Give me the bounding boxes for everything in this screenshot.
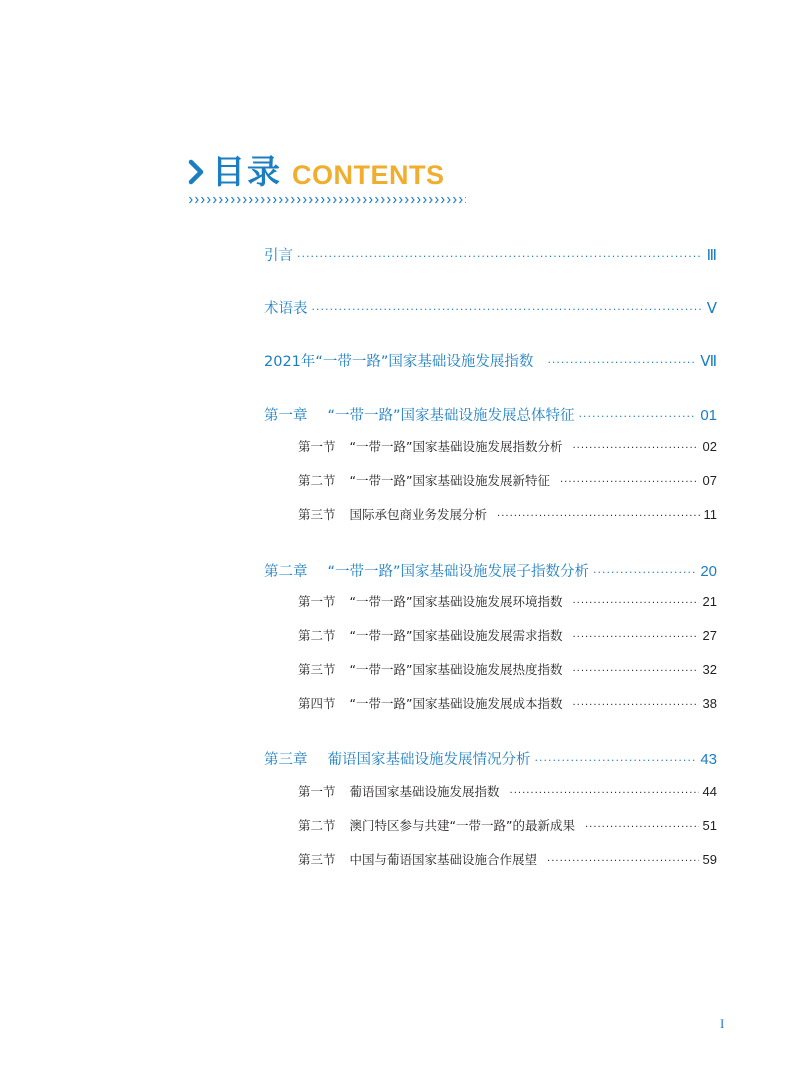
section-label: 第四节 <box>298 696 336 711</box>
section-title: 澳门特区参与共建“一带一路”的最新成果 <box>349 818 575 833</box>
chapter-title: 葡语国家基础设施发展情况分析 <box>327 752 531 768</box>
toc-entry-title: 引言 <box>264 248 293 264</box>
section-label: 第二节 <box>298 628 336 643</box>
section-page: 59 <box>702 852 717 867</box>
dot-leader <box>579 410 697 423</box>
toc-chapter-1[interactable] <box>264 404 717 425</box>
toc-entry-page: Ⅲ <box>706 247 717 264</box>
dot-leader <box>547 856 699 867</box>
section-page: 07 <box>702 473 717 488</box>
dot-leader <box>572 443 698 454</box>
chapter-title: “一带一路”国家基础设施发展子指数分析 <box>327 564 590 580</box>
dot-leader <box>572 700 698 711</box>
section-page: 11 <box>703 507 717 522</box>
section-label: 第一节 <box>298 784 336 799</box>
section-page: 44 <box>702 784 717 799</box>
dot-leader <box>312 303 703 316</box>
section-title: 葡语国家基础设施发展指数 <box>349 784 500 799</box>
toc-section[interactable] <box>298 437 717 455</box>
toc-entry-page: Ⅴ <box>706 300 717 317</box>
dot-leader <box>297 250 703 263</box>
toc-section[interactable] <box>298 660 717 678</box>
toc-section[interactable] <box>298 850 717 868</box>
dot-leader <box>497 511 699 522</box>
chevron-right-icon <box>188 159 204 185</box>
toc-section[interactable] <box>298 694 717 712</box>
toc-header <box>188 150 445 194</box>
section-title: “一带一路”国家基础设施发展需求指数 <box>349 628 563 643</box>
toc-title-en: CONTENTS <box>292 160 445 190</box>
section-title: “一带一路”国家基础设施发展热度指数 <box>349 662 563 677</box>
section-page: 51 <box>702 818 717 833</box>
toc-entry-glossary[interactable] <box>264 297 717 318</box>
toc-chapter-2[interactable] <box>264 560 717 581</box>
toc-section[interactable] <box>298 471 717 489</box>
toc-entry-title: 术语表 <box>264 301 308 317</box>
chapter-title: “一带一路”国家基础设施发展总体特征 <box>327 408 575 424</box>
page-number: I <box>720 1016 725 1031</box>
chapter-page: 20 <box>700 563 717 580</box>
section-title: “一带一路”国家基础设施发展指数分析 <box>349 439 563 454</box>
toc-section[interactable] <box>298 592 717 610</box>
chapter-page: 01 <box>700 407 717 424</box>
toc-section[interactable] <box>298 782 717 800</box>
toc-entry-title: 2021年“一带一路”国家基础设施发展指数 <box>264 354 534 370</box>
chapter-page: 43 <box>700 751 717 768</box>
chapter-label: 第二章 <box>264 564 308 580</box>
chapter-label: 第三章 <box>264 752 308 768</box>
section-title: “一带一路”国家基础设施发展环境指数 <box>349 594 563 609</box>
toc-entry-page: Ⅶ <box>700 353 717 370</box>
section-label: 第三节 <box>298 507 336 522</box>
toc-chapter-3[interactable] <box>264 748 717 769</box>
chapter-label: 第一章 <box>264 408 308 424</box>
section-page: 27 <box>702 628 717 643</box>
dot-leader <box>593 566 696 579</box>
toc-section[interactable] <box>298 626 717 644</box>
section-page: 38 <box>702 696 717 711</box>
section-label: 第三节 <box>298 662 336 677</box>
section-label: 第三节 <box>298 852 336 867</box>
section-title: “一带一路”国家基础设施发展成本指数 <box>349 696 563 711</box>
section-label: 第二节 <box>298 818 336 833</box>
toc-section[interactable] <box>298 505 717 523</box>
dot-leader <box>572 666 698 677</box>
dot-leader <box>535 754 697 767</box>
dot-leader <box>510 788 699 799</box>
dot-leader <box>560 477 699 488</box>
toc-entry-preface[interactable] <box>264 244 717 265</box>
section-page: 02 <box>702 439 717 454</box>
section-title: “一带一路”国家基础设施发展新特征 <box>349 473 550 488</box>
dot-leader <box>547 356 696 369</box>
toc-section[interactable] <box>298 816 717 834</box>
section-label: 第二节 <box>298 473 336 488</box>
toc-title-cn: 目录 <box>212 152 282 191</box>
section-page: 32 <box>702 662 717 677</box>
toc-entry-index[interactable] <box>264 350 717 371</box>
dot-leader <box>585 822 699 833</box>
section-label: 第一节 <box>298 439 336 454</box>
chevron-divider <box>188 194 466 206</box>
section-label: 第一节 <box>298 594 336 609</box>
section-title: 中国与葡语国家基础设施合作展望 <box>349 852 538 867</box>
section-page: 21 <box>702 594 717 609</box>
dot-leader <box>572 632 698 643</box>
dot-leader <box>572 598 698 609</box>
section-title: 国际承包商业务发展分析 <box>349 507 488 522</box>
